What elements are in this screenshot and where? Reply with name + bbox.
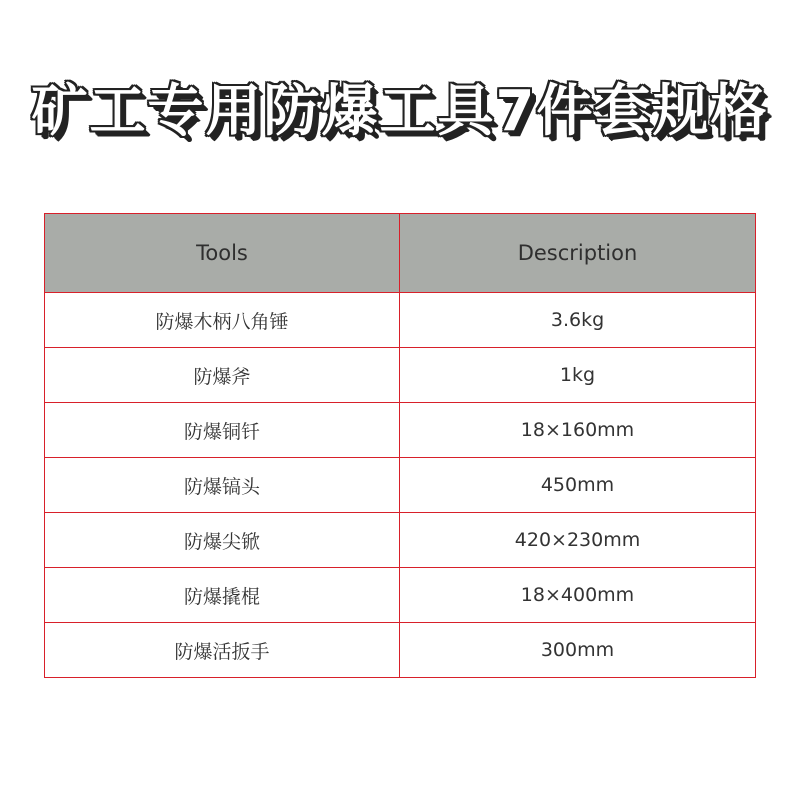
- table-row: [45, 293, 756, 348]
- tool-description: 3.6kg: [400, 293, 756, 348]
- tool-name: 防爆撬棍: [45, 568, 400, 623]
- tool-name: 防爆斧: [45, 348, 400, 403]
- table-row: [45, 403, 756, 458]
- page-title: 矿工专用防爆工具7件套规格: [31, 79, 769, 144]
- tool-description: 18×160mm: [400, 403, 756, 458]
- table-row: [45, 568, 756, 623]
- spec-table: [44, 213, 756, 678]
- header-description: Description: [400, 214, 756, 293]
- tool-name: 防爆木柄八角锤: [45, 293, 400, 348]
- table-row: [45, 513, 756, 568]
- tool-name: 防爆镐头: [45, 458, 400, 513]
- tool-description: 1kg: [400, 348, 756, 403]
- table-header-row: [45, 214, 756, 293]
- tool-description: 450mm: [400, 458, 756, 513]
- tool-name: 防爆铜钎: [45, 403, 400, 458]
- header-tools: Tools: [45, 214, 400, 293]
- table-row: [45, 458, 756, 513]
- table-row: [45, 623, 756, 678]
- tool-description: 18×400mm: [400, 568, 756, 623]
- tool-description: 300mm: [400, 623, 756, 678]
- tool-description: 420×230mm: [400, 513, 756, 568]
- tool-name: 防爆活扳手: [45, 623, 400, 678]
- tool-name: 防爆尖锨: [45, 513, 400, 568]
- table-row: [45, 348, 756, 403]
